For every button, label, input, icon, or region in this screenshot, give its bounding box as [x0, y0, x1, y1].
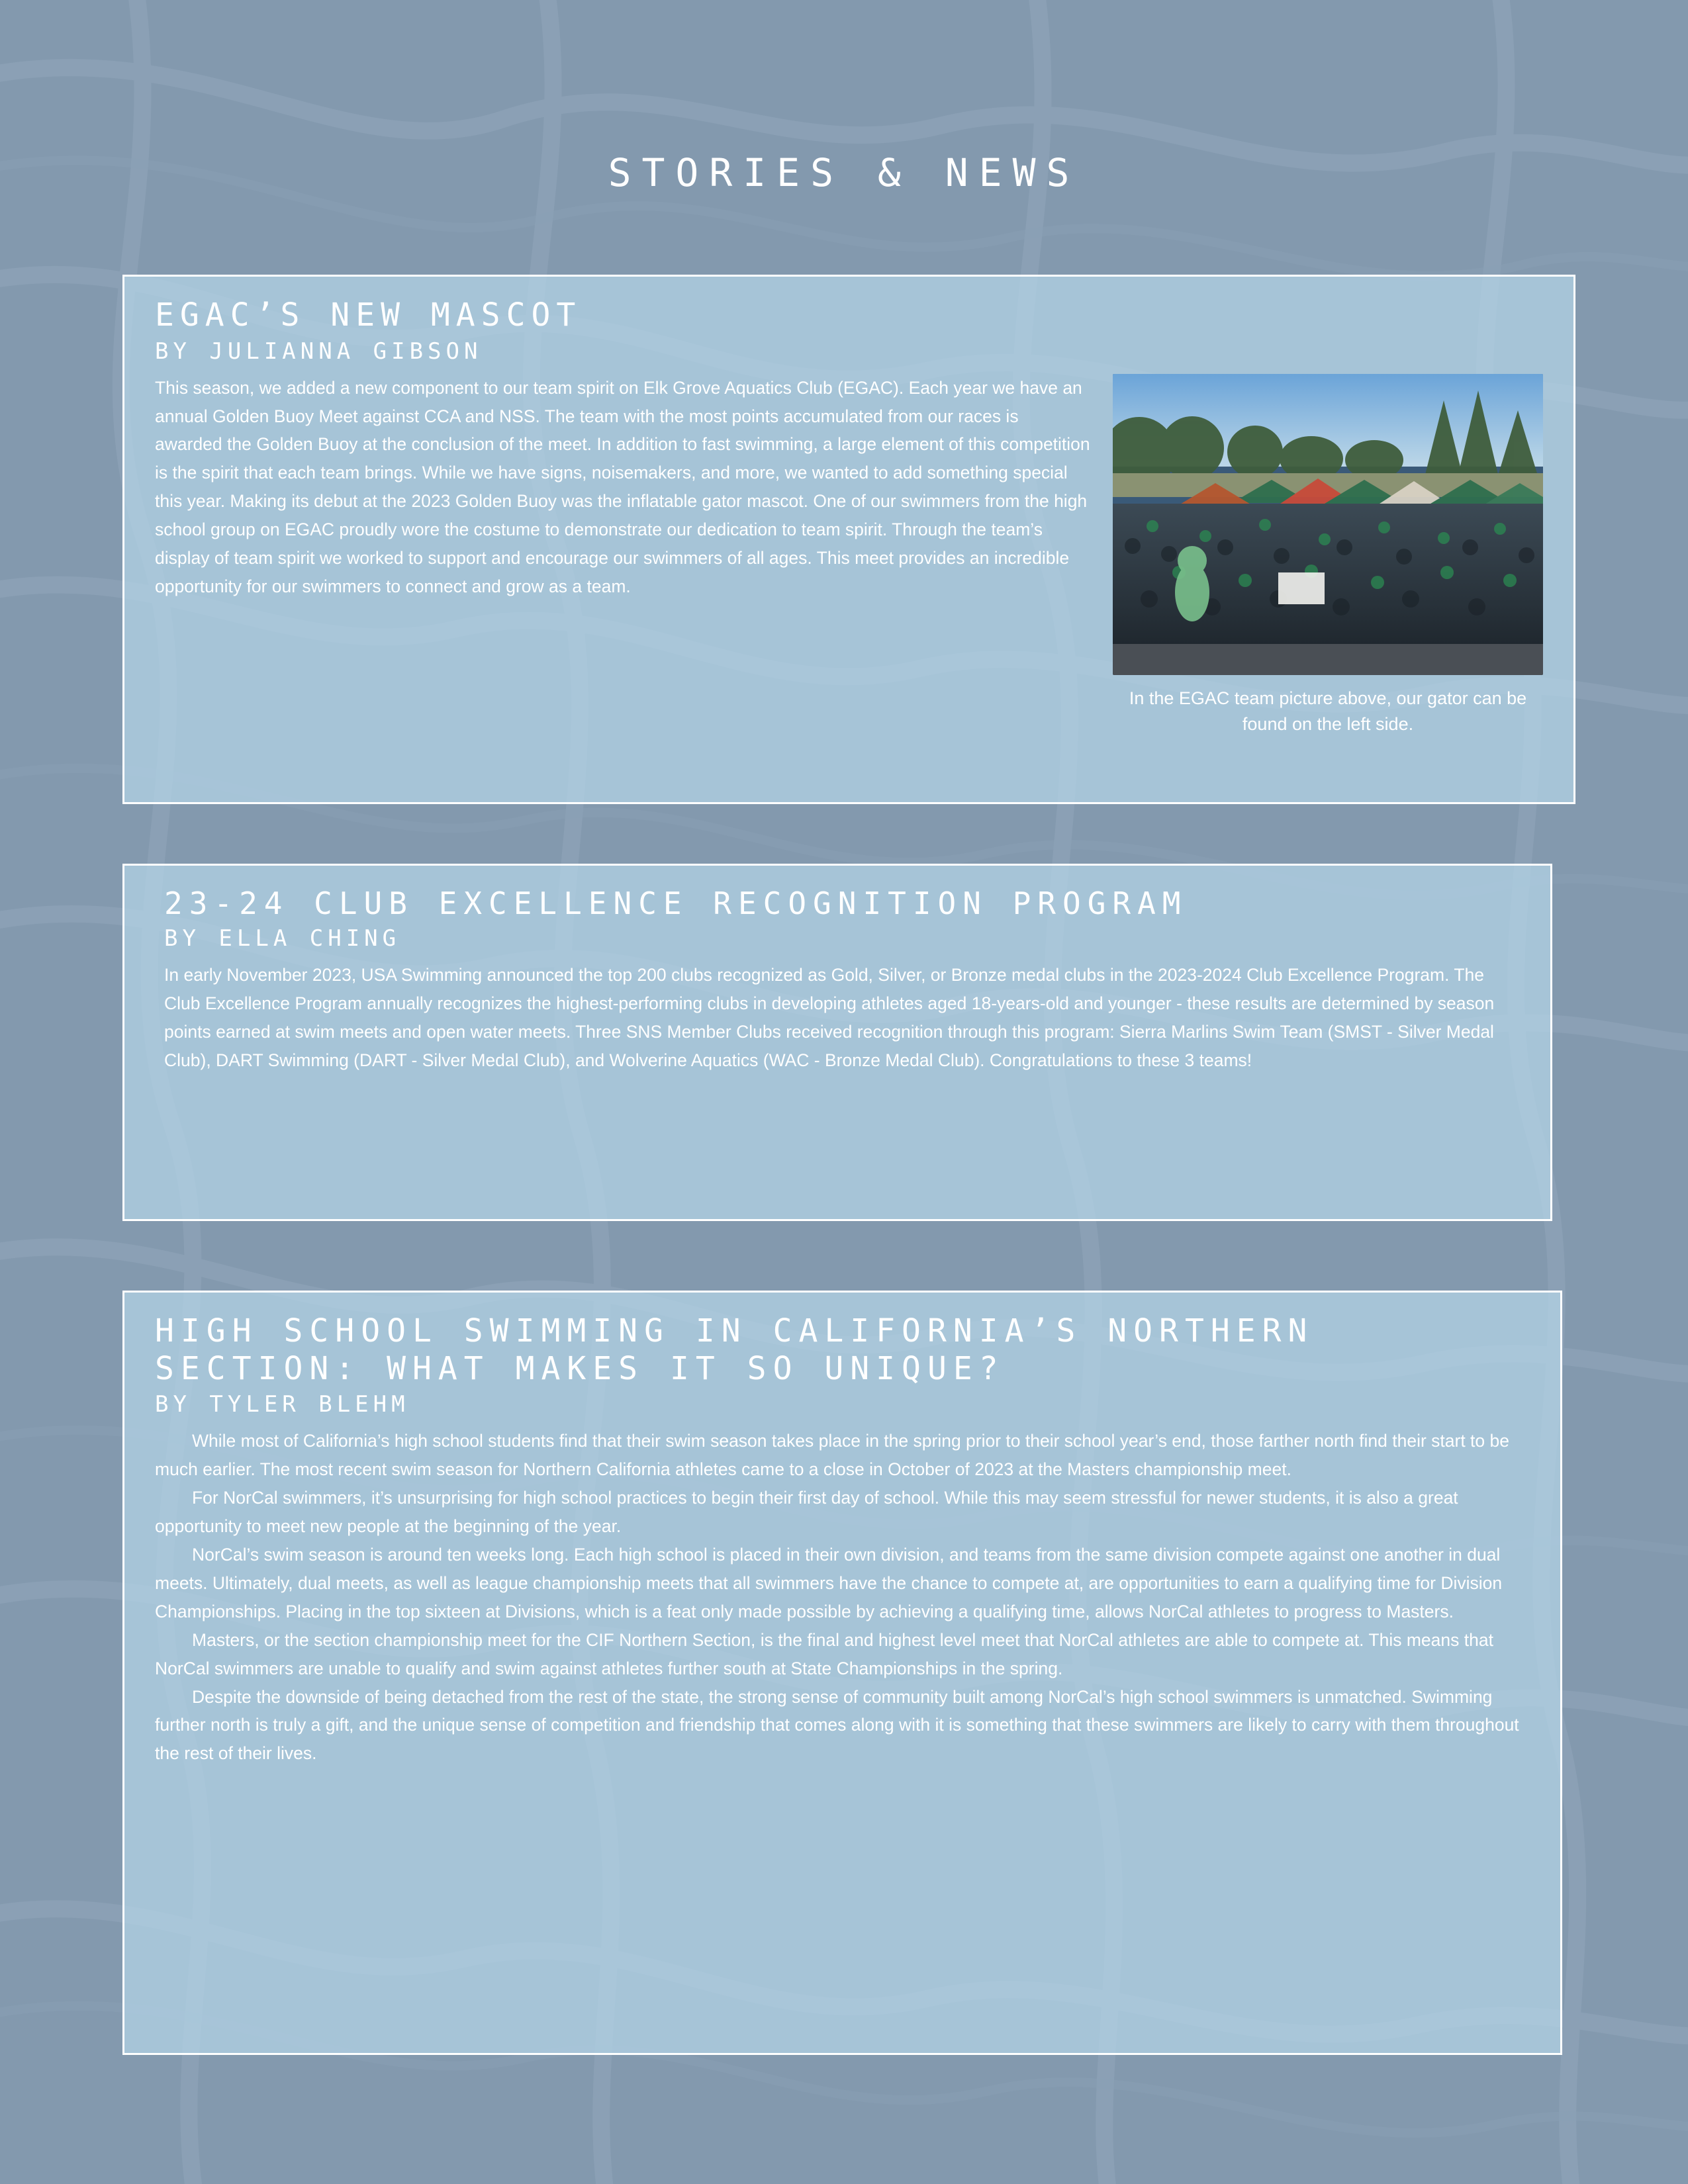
team-photo [1113, 374, 1543, 675]
page-title: STORIES & NEWS [608, 150, 1080, 195]
article-body [155, 961, 1520, 1075]
article-byline: BY ELLA CHING [164, 925, 401, 952]
article-body [155, 374, 1090, 601]
article-club-excellence [122, 864, 1552, 1221]
article-egac-mascot [122, 275, 1575, 804]
article-paragraph: In early November 2023, USA Swimming announced the top 200 clubs recognized as Gold, Silver, or Bronze medal clubs in the 2023-2024 Club Excellence Program. The Club Excellence Program annually recognizes the highest-performing clubs in developing athletes aged 18-years-old and younger - these results are determined by season points earned at swim meets and open water meets. Three SNS Member Clubs received recognition through this program: Sierra Marlins Swim Team (SMST - Silver Medal Club), DART Swimming (DART - Silver Medal Club), and Wolverine Aquatics (WAC - Bronze Medal Club). Congratulations to these 3 teams! [164, 965, 1495, 1071]
article-paragraph: Masters, or the section championship meet for the CIF Northern Section, is the final and highest level meet that NorCal athletes are able to compete at. This means that NorCal swimmers are unable to qualify and swim against athletes further south at State Championships in the spring. [155, 1629, 1493, 1678]
article-paragraph: This season, we added a new component to our team spirit on Elk Grove Aquatics Club (EGAC). Each year we have an annual Golden Buoy Meet against CCA and NSS. The team with the most points accumulated from our races is awarded the Golden Buoy at the conclusion of the meet. In addition to fast swimming, a large element of this competition is the spirit that each team brings. While we have signs, noisemakers, and more, we wanted to add something special this year. Making its debut at the 2023 Golden Buoy was the inflatable gator mascot. One of our swimmers from the high school group on EGAC proudly wore the costume to demonstrate our dedication to team spirit. Through the team’s display of team spirit we worked to support and encourage our swimmers of all ages. This meet provides an incredible opportunity for our swimmers to connect and grow as a team. [155, 377, 1090, 597]
article-headline: EGAC’S NEW MASCOT [155, 296, 582, 334]
article-byline: BY TYLER BLEHM [155, 1391, 410, 1418]
article-headline: HIGH SCHOOL SWIMMING IN CALIFORNIA’S NORTHERN SECTION: WHAT MAKES IT SO UNIQUE? [155, 1312, 1314, 1387]
article-paragraph: NorCal’s swim season is around ten weeks long. Each high school is placed in their own division, and teams from the same division compete against one another in dual meets. Ultimately, dual meets, as well as league championship meets that all swimmers have the chance to compete at, are opportunities to earn a qualifying time for Division Championships. Placing in the top sixteen at Divisions, which is a feat only made possible by achieving a qualifying time, allows NorCal athletes to progress to Masters. [155, 1544, 1503, 1621]
article-byline: BY JULIANNA GIBSON [155, 338, 483, 365]
photo-caption: In the EGAC team picture above, our gator can be found on the left side. [1129, 688, 1527, 734]
article-paragraph: For NorCal swimmers, it’s unsurprising for high school practices to begin their first day of school. While this may seem stressful for newer students, it is also a great opportunity to meet new people at the beginning of the year. [155, 1488, 1458, 1537]
article-media [1113, 374, 1543, 737]
article-paragraph: While most of California’s high school students find that their swim season takes place in the spring prior to their school year’s end, those farther north find their start to be much earlier. The most recent swim season for Northern California athletes came to a close in October of 2023 at the Masters championship meet. [155, 1431, 1509, 1480]
article-paragraph: Despite the downside of being detached from the rest of the state, the strong sense of community built among NorCal’s high school swimmers is unmatched. Swimming further north is truly a gift, and the unique sense of competition and friendship that comes along with it is something that these swimmers are likely to carry with them throughout the rest of their lives. [155, 1686, 1519, 1764]
article-headline: 23-24 CLUB EXCELLENCE RECOGNITION PROGRAM [164, 886, 1188, 921]
article-body [155, 1427, 1530, 1768]
article-norcal-high-school-swimming [122, 1291, 1562, 2055]
